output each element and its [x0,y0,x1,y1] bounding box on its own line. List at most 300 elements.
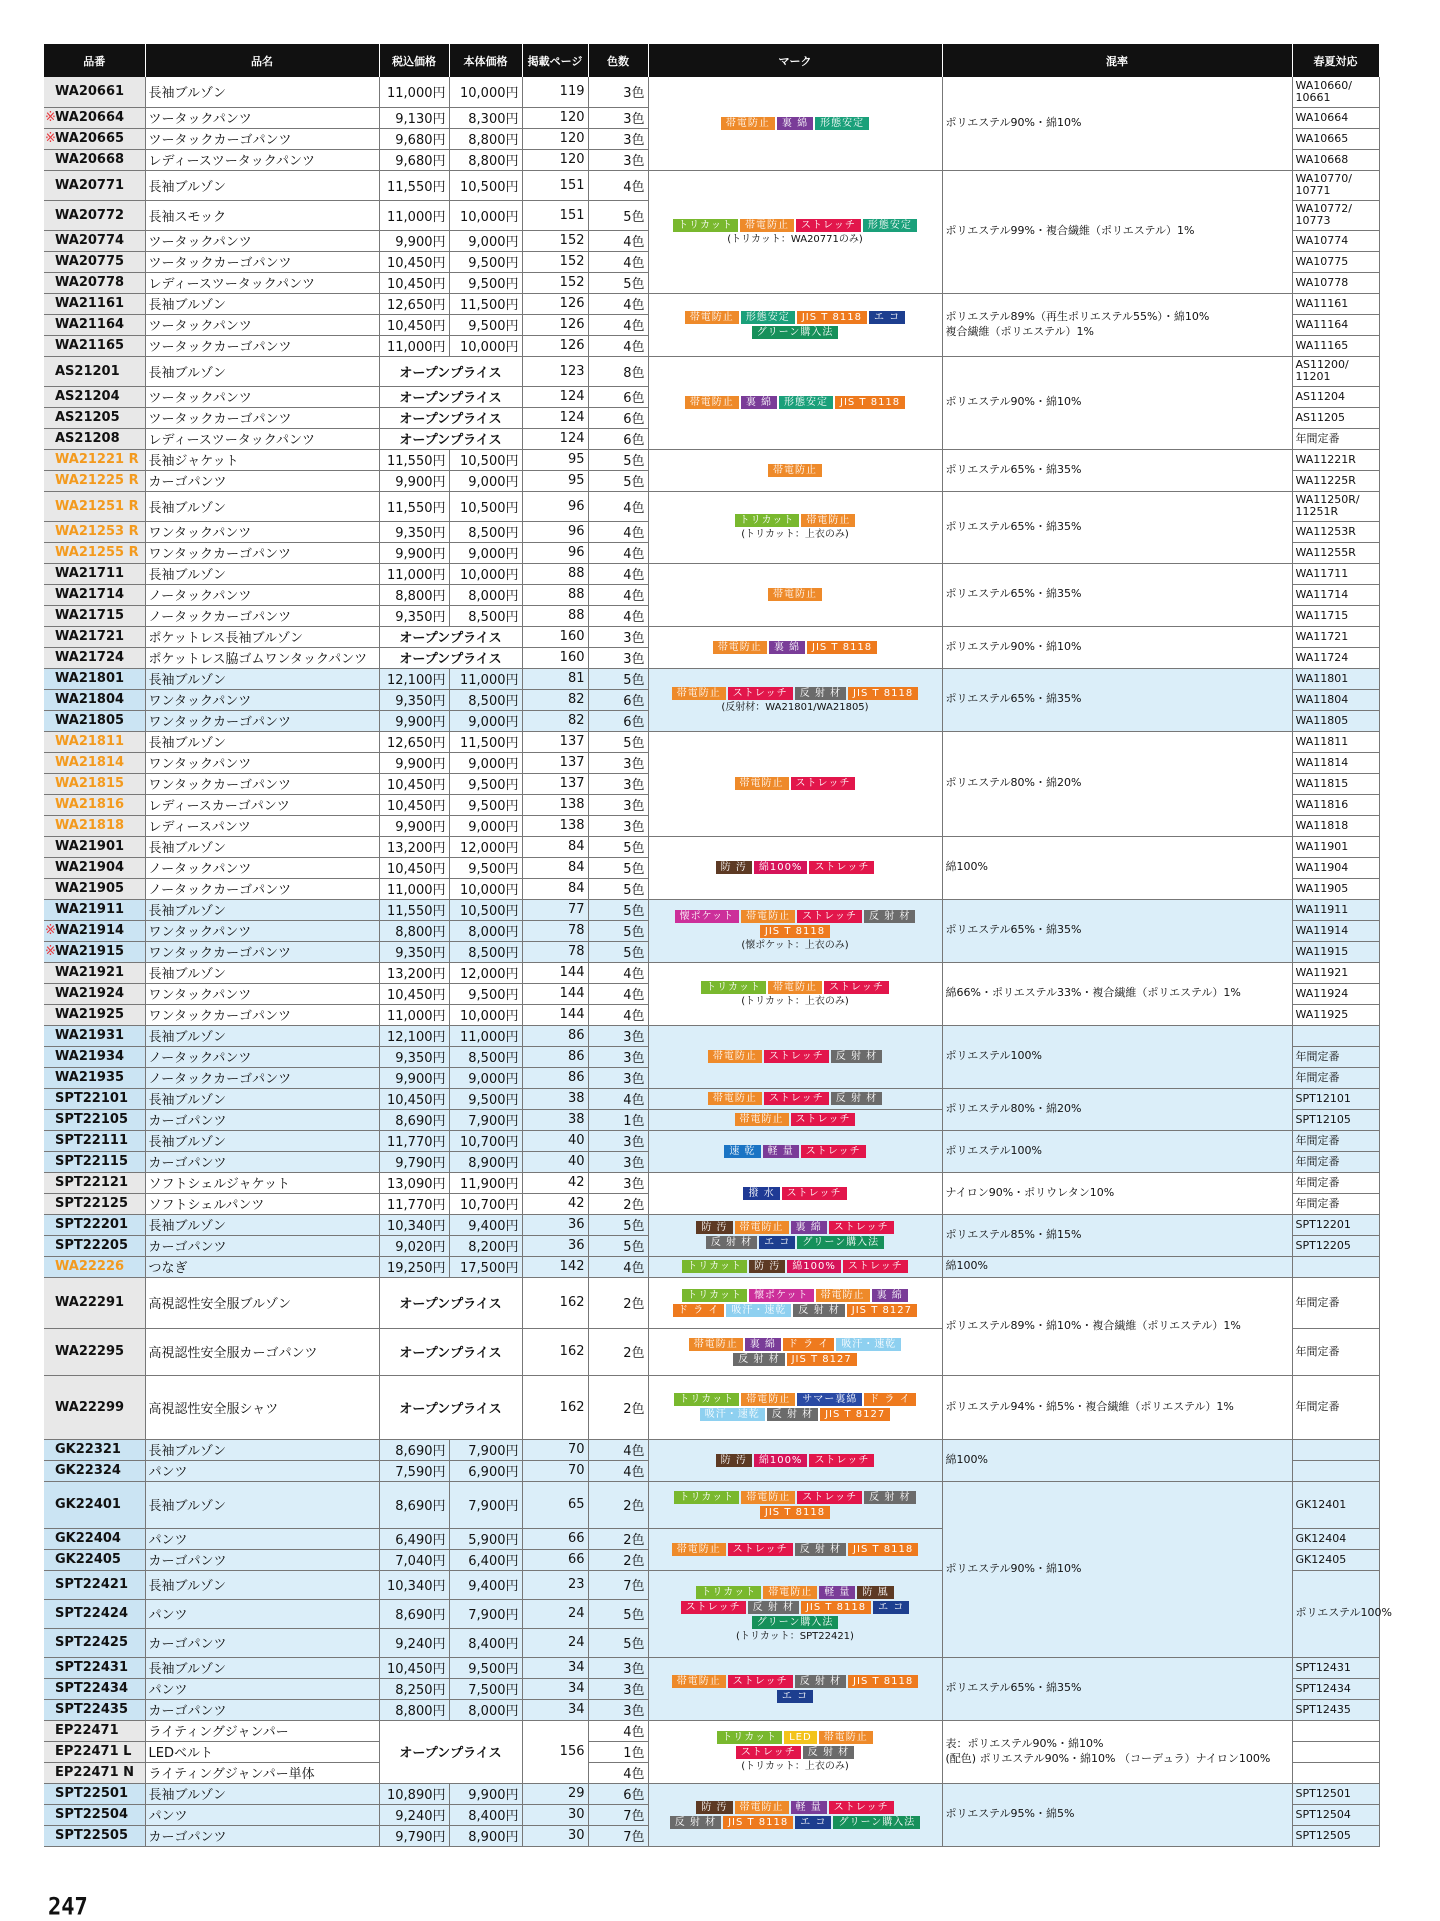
color-count: 5色 [588,668,648,689]
price-base: 8,400円 [449,1804,522,1825]
feature-badge: グリーン購入法 [833,1816,920,1829]
catalog-page: 88 [522,584,588,605]
color-count: 6色 [588,689,648,710]
price-base: 8,400円 [449,1628,522,1657]
color-count: 3色 [588,77,648,107]
note-asterisk: ※ [45,110,56,125]
color-count: 3色 [588,1678,648,1699]
feature-badge: 帯電防止 [740,219,794,232]
spring-summer-model: WA10774 [1292,230,1379,251]
spring-summer-model: WA11805 [1292,710,1379,731]
catalog-page: 86 [522,1025,588,1046]
price-base: 11,500円 [449,731,522,752]
catalog-page: 40 [522,1130,588,1151]
spring-summer-model: WA11924 [1292,983,1379,1004]
product-code [44,149,145,170]
product-name: ノータックカーゴパンツ [145,878,379,899]
product-code [44,668,145,689]
product-code-text: WA21161 [55,296,125,311]
column-header: 掲載ページ [522,44,588,77]
feature-badge: サマー裏綿 [797,1393,862,1406]
product-name: 長袖ブルゾン [145,293,379,314]
price-tax-incl: 9,900円 [379,542,449,563]
spring-summer-model: WA11816 [1292,794,1379,815]
product-code [44,107,145,128]
feature-marks [648,1214,942,1256]
spring-summer-model: WA11921 [1292,962,1379,983]
spring-summer-model: WA11225R [1292,470,1379,491]
spring-summer-model: WA11904 [1292,857,1379,878]
table-row [44,563,1379,584]
price-base: 12,000円 [449,962,522,983]
spring-summer-model: 年間定番 [1292,1046,1379,1067]
product-code [44,1130,145,1151]
fabric-mix: ポリエステル80%・綿20% [942,1088,1292,1130]
price-tax-incl: 9,900円 [379,230,449,251]
mark-line [651,924,940,939]
color-count: 3色 [588,1657,648,1678]
price-tax-incl: 6,490円 [379,1528,449,1549]
fabric-mix: 表：ポリエステル90%・綿10% (配色) ポリエステル90%・綿10% （コーデュラ）ナイロン100% [942,1720,1292,1783]
feature-marks [648,1657,942,1720]
product-name: つなぎ [145,1256,379,1277]
note-asterisk: ※ [45,923,56,938]
product-code-text: WA22226 [55,1259,125,1274]
product-code [44,605,145,626]
product-code-text: WA21924 [55,986,125,1001]
price-base: 8,300円 [449,107,522,128]
mark-line [651,1407,940,1422]
product-name: レディースツータックパンツ [145,272,379,293]
catalog-page: 123 [522,356,588,386]
catalog-page: 30 [522,1804,588,1825]
product-name: 長袖ブルゾン [145,668,379,689]
spring-summer-model: WA11804 [1292,689,1379,710]
price-base: 9,000円 [449,815,522,836]
product-code-text: WA21714 [55,587,125,602]
mark-line [651,1542,940,1557]
product-name: 長袖ブルゾン [145,962,379,983]
catalog-page: 66 [522,1549,588,1570]
color-count: 1色 [588,1109,648,1130]
product-code [44,428,145,449]
price-tax-incl: 8,800円 [379,584,449,605]
price-base: 10,000円 [449,1004,522,1025]
color-count: 4色 [588,251,648,272]
catalog-page: 29 [522,1783,588,1804]
product-name: レディースツータックパンツ [145,149,379,170]
color-count: 4色 [588,170,648,200]
open-price: オープンプライス [379,1277,522,1328]
mark-line [651,1220,940,1235]
product-code [44,836,145,857]
price-base: 9,500円 [449,794,522,815]
product-name: 長袖ブルゾン [145,899,379,920]
color-count: 4色 [588,1439,648,1460]
feature-badge: トリカット [674,1393,739,1406]
table-row [44,77,1379,107]
product-code-text: WA22299 [55,1399,125,1415]
feature-badge: 防 汚 [696,1801,732,1814]
product-code [44,563,145,584]
catalog-page: 95 [522,470,588,491]
product-code [44,794,145,815]
product-code [44,1528,145,1549]
product-spec-table [44,44,1392,1847]
mark-note: (トリカット：SPT22421) [736,1630,854,1642]
product-code [44,815,145,836]
feature-badge: トリカット [735,514,800,527]
table-row [44,626,1379,647]
color-count: 3色 [588,1151,648,1172]
color-count: 3色 [588,626,648,647]
feature-badge: ド ラ イ [864,1393,915,1406]
feature-badge: 帯電防止 [708,1092,762,1105]
feature-badge: エ コ [873,1601,909,1614]
price-tax-incl: 9,900円 [379,752,449,773]
color-count: 3色 [588,1025,648,1046]
product-code-text: WA21931 [55,1028,125,1043]
table-row [44,1439,1379,1460]
spring-summer-model: GK12401 [1292,1481,1379,1528]
feature-badge: 吸汗・速乾 [726,1304,791,1317]
feature-marks [648,962,942,1025]
color-count: 4色 [588,584,648,605]
product-code [44,470,145,491]
feature-badge: 防 汚 [716,1454,752,1467]
table-row [44,1088,1379,1109]
product-code-text: WA21914 [55,923,125,938]
price-tax-incl: 11,000円 [379,77,449,107]
fabric-mix: ポリエステル100% [942,1130,1292,1172]
catalog-page: 120 [522,128,588,149]
product-code-text: WA21934 [55,1049,125,1064]
spring-summer-model: 年間定番 [1292,1067,1379,1088]
catalog-page: 96 [522,542,588,563]
spring-summer-model: WA11255R [1292,542,1379,563]
color-count: 5色 [588,200,648,230]
product-name: ツータックパンツ [145,230,379,251]
product-code [44,1277,145,1328]
price-tax-incl: 11,000円 [379,878,449,899]
spring-summer-model: 年間定番 [1292,1151,1379,1172]
spring-summer-model [1292,1741,1379,1762]
product-name: 長袖ブルゾン [145,731,379,752]
product-name: 長袖ブルゾン [145,1570,379,1599]
product-name: 高視認性安全服シャツ [145,1375,379,1439]
fabric-mix: 綿100% [942,1256,1292,1277]
spring-summer-model: WA10664 [1292,107,1379,128]
fabric-mix: 綿66%・ポリエステル33%・複合繊維（ポリエステル）1% [942,962,1292,1025]
price-base: 9,000円 [449,752,522,773]
product-name: ノータックパンツ [145,1046,379,1067]
spring-summer-model: 年間定番 [1292,428,1379,449]
product-code-text: EP22471 N [55,1765,135,1780]
color-count: 5色 [588,731,648,752]
feature-badge: 防 風 [857,1586,893,1599]
catalog-page: 34 [522,1678,588,1699]
product-code [44,356,145,386]
catalog-page: 119 [522,77,588,107]
price-tax-incl: 13,090円 [379,1172,449,1193]
product-name: 長袖ブルゾン [145,1025,379,1046]
product-code [44,272,145,293]
spring-summer-model: WA11721 [1292,626,1379,647]
product-code [44,1762,145,1783]
product-code [44,1004,145,1025]
price-tax-incl: 10,340円 [379,1214,449,1235]
table-row [44,1130,1379,1151]
product-code [44,335,145,356]
product-code [44,1657,145,1678]
mark-line [651,909,940,924]
feature-badge: ストレッチ [843,1260,908,1273]
price-tax-incl: 9,020円 [379,1235,449,1256]
catalog-page: 162 [522,1375,588,1439]
price-base: 9,900円 [449,1783,522,1804]
feature-badge: 帯電防止 [819,1731,873,1744]
spring-summer-model: AS11204 [1292,386,1379,407]
product-code-text: WA21911 [55,902,125,917]
color-count: 6色 [588,386,648,407]
feature-badge: 反 射 材 [793,1304,844,1317]
fabric-mix: ポリエステル85%・綿15% [942,1214,1292,1256]
catalog-page: 66 [522,1528,588,1549]
price-tax-incl: 8,800円 [379,920,449,941]
product-code-text: WA21251 R [55,498,139,514]
product-name: 長袖ブルゾン [145,77,379,107]
product-code-text: WA21221 R [55,452,139,467]
color-count: 3色 [588,1046,648,1067]
spring-summer-model: WA10778 [1292,272,1379,293]
mark-line [651,1453,940,1468]
catalog-page: 142 [522,1256,588,1277]
color-count: 3色 [588,1067,648,1088]
product-code-text: WA21253 R [55,524,139,539]
product-name: 長袖ブルゾン [145,1439,379,1460]
color-count: 2色 [588,1193,648,1214]
price-tax-incl: 9,130円 [379,107,449,128]
catalog-page [522,1762,588,1783]
product-name: ポケットレス長袖ブルゾン [145,626,379,647]
product-code [44,1678,145,1699]
mark-line [651,1091,940,1106]
catalog-page: 137 [522,773,588,794]
table-row [44,1277,1379,1328]
color-count: 4色 [588,335,648,356]
catalog-page: 95 [522,449,588,470]
catalog-page: 120 [522,149,588,170]
product-name: ツータックカーゴパンツ [145,407,379,428]
feature-badge: 帯電防止 [689,1338,743,1351]
spring-summer-model: SPT12431 [1292,1657,1379,1678]
product-name: 長袖ブルゾン [145,1481,379,1528]
catalog-page: 120 [522,107,588,128]
product-code-text: WA20665 [55,131,125,146]
feature-badge: 反 射 材 [795,1543,846,1556]
feature-marks [648,731,942,836]
color-count: 7色 [588,1570,648,1599]
catalog-page: 151 [522,170,588,200]
product-code-text: SPT22201 [55,1217,128,1232]
fabric-mix: ポリエステル90%・綿10% [942,1481,1292,1657]
fabric-mix: ポリエステル90%・綿10% [942,77,1292,170]
spring-summer-model: WA10775 [1292,251,1379,272]
spring-summer-model: 年間定番 [1292,1328,1379,1375]
product-code [44,1699,145,1720]
mark-line [651,587,940,602]
catalog-page: 70 [522,1439,588,1460]
product-code-text: WA21801 [55,671,125,686]
catalog-page: 82 [522,710,588,731]
product-name: 長袖ブルゾン [145,170,379,200]
color-count: 5色 [588,941,648,962]
spring-summer-model: WA11165 [1292,335,1379,356]
product-code-text: WA21225 R [55,473,139,488]
price-base: 9,000円 [449,470,522,491]
feature-badge: トリカット [682,1260,747,1273]
feature-marks [648,1375,942,1439]
price-tax-incl: 11,550円 [379,491,449,521]
spring-summer-model: WA11818 [1292,815,1379,836]
price-base: 8,500円 [449,941,522,962]
product-code [44,1067,145,1088]
spring-summer-model: WA11914 [1292,920,1379,941]
fabric-mix: ポリエステル90%・綿10% [942,626,1292,668]
price-tax-incl: 8,690円 [379,1481,449,1528]
color-count: 4色 [588,491,648,521]
color-count: 5色 [588,449,648,470]
product-code-text: SPT22111 [55,1133,128,1148]
spring-summer-model [1292,1720,1379,1741]
price-base: 9,000円 [449,1067,522,1088]
price-base: 10,000円 [449,200,522,230]
price-base: 7,900円 [449,1109,522,1130]
spring-summer-model: WA11814 [1292,752,1379,773]
price-tax-incl: 11,550円 [379,449,449,470]
product-code-text: EP22471 L [55,1744,132,1759]
spring-summer-model: WA10770/ 10771 [1292,170,1379,200]
feature-badge: ド ラ イ [783,1338,834,1351]
product-name: パンツ [145,1804,379,1825]
price-tax-incl: 7,590円 [379,1460,449,1481]
column-header: マーク [648,44,942,77]
product-name: 高視認性安全服カーゴパンツ [145,1328,379,1375]
feature-badge: 防 汚 [696,1221,732,1234]
note-asterisk: ※ [45,131,56,146]
product-code [44,542,145,563]
feature-badge: JIS T 8127 [847,1304,917,1317]
price-tax-incl: 9,790円 [379,1151,449,1172]
mark-line [651,1303,940,1318]
catalog-page: 144 [522,983,588,1004]
price-tax-incl: 12,100円 [379,1025,449,1046]
feature-badge: ストレッチ [824,981,889,994]
catalog-page: 144 [522,1004,588,1025]
price-base: 8,500円 [449,521,522,542]
price-base: 11,900円 [449,1172,522,1193]
feature-badge: 帯電防止 [721,117,775,130]
product-code-text: WA21165 [55,338,125,353]
color-count: 4色 [588,230,648,251]
price-base: 10,500円 [449,449,522,470]
spring-summer-model [1292,1762,1379,1783]
feature-badge: 帯電防止 [672,687,726,700]
feature-badge: 形態安定 [741,311,795,324]
price-base: 9,400円 [449,1570,522,1599]
feature-badge: 帯電防止 [685,396,739,409]
color-count: 4色 [588,314,648,335]
catalog-page: 86 [522,1067,588,1088]
feature-badge: ストレッチ [791,777,856,790]
product-name: 長袖ブルゾン [145,1130,379,1151]
product-code-text: SPT22205 [55,1238,128,1253]
feature-badge: 帯電防止 [816,1289,870,1302]
catalog-page: 138 [522,794,588,815]
feature-badge: 綿100% [787,1260,841,1273]
catalog-page: 36 [522,1235,588,1256]
feature-badge: ストレッチ [681,1601,746,1614]
open-price: オープンプライス [379,386,522,407]
product-name: ノータックカーゴパンツ [145,605,379,626]
feature-marks [648,1025,942,1088]
spring-summer-model: WA10668 [1292,149,1379,170]
price-base: 9,000円 [449,710,522,731]
color-count: 6色 [588,1783,648,1804]
price-tax-incl: 11,000円 [379,1004,449,1025]
product-code [44,1025,145,1046]
price-tax-incl: 12,650円 [379,731,449,752]
catalog-page: 160 [522,626,588,647]
feature-badge: 反 射 材 [748,1601,799,1614]
product-code-text: WA21164 [55,317,125,332]
color-count: 5色 [588,1628,648,1657]
price-base: 10,700円 [449,1193,522,1214]
product-code-text: AS21204 [55,389,120,404]
mark-line [651,860,940,875]
price-tax-incl: 10,450円 [379,983,449,1004]
product-name: 長袖ブルゾン [145,836,379,857]
product-code [44,1460,145,1481]
feature-marks [648,1130,942,1172]
catalog-page: 34 [522,1657,588,1678]
price-tax-incl: 9,790円 [379,1825,449,1846]
price-base: 9,500円 [449,314,522,335]
feature-badge: 帯電防止 [735,1113,789,1126]
mark-line [651,1235,940,1250]
mark-line [651,1815,940,1830]
price-tax-incl: 9,680円 [379,149,449,170]
product-code-text: WA20664 [55,110,125,125]
catalog-page: 144 [522,962,588,983]
mark-line [651,1352,940,1367]
price-base: 8,500円 [449,605,522,626]
price-tax-incl: 11,000円 [379,200,449,230]
product-name: ツータックカーゴパンツ [145,128,379,149]
feature-marks [648,1720,942,1783]
price-tax-incl: 10,450円 [379,773,449,794]
price-tax-incl: 13,200円 [379,962,449,983]
product-name: LEDベルト [145,1741,379,1762]
price-tax-incl: 10,450円 [379,1657,449,1678]
spring-summer-model: WA11164 [1292,314,1379,335]
price-tax-incl: 10,340円 [379,1570,449,1599]
spring-summer-model: GK12405 [1292,1549,1379,1570]
feature-marks [648,563,942,626]
table-row [44,962,1379,983]
mark-line [651,1745,940,1760]
product-code-text: GK22401 [55,1497,121,1512]
